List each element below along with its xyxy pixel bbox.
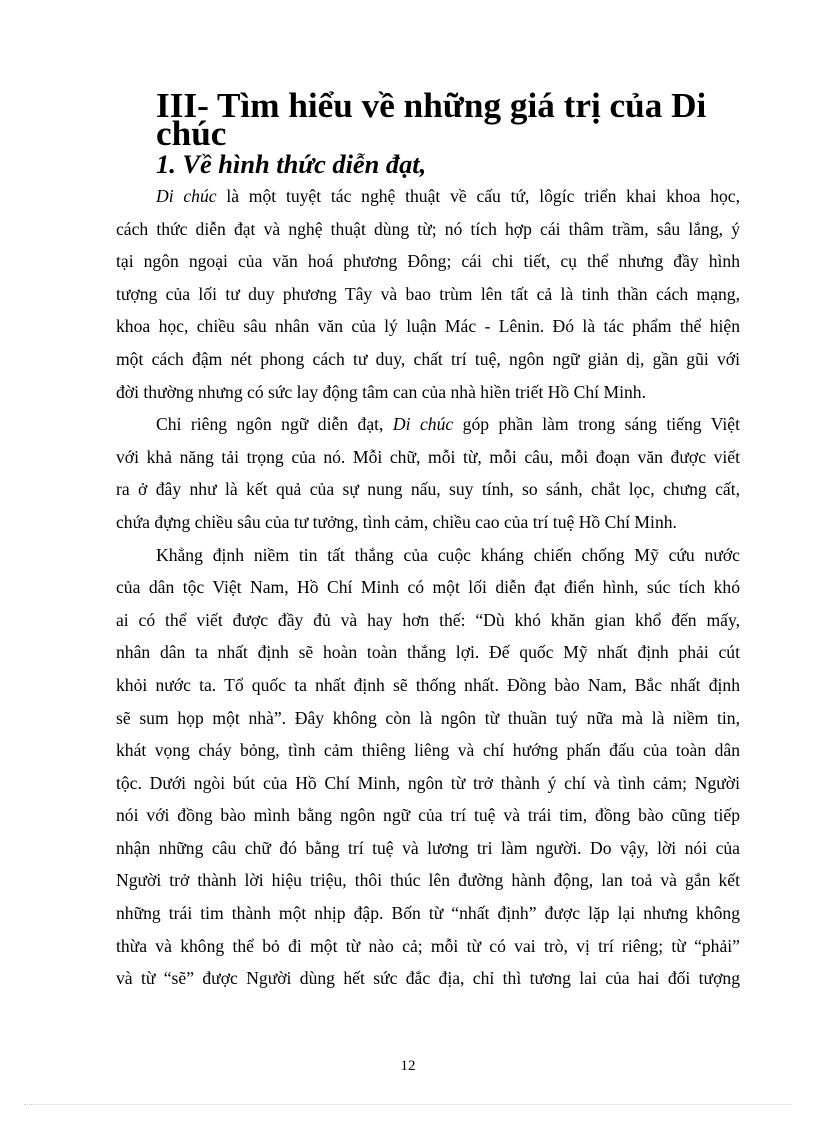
paragraph: [116, 539, 740, 995]
paragraph-line: với khả năng tải trọng của nó. Mỗi chữ, mỗi từ, mỗi câu, mỗi đoạn văn được viết: [116, 446, 740, 467]
paragraph-line: ra ở đây như là kết quả của sự nung nấu, suy tính, so sánh, chắt lọc, chưng cất,: [116, 479, 740, 500]
paragraph-line: khát vọng cháy bỏng, tình cảm thiêng liêng và chí hướng phấn đấu của toàn dân: [116, 740, 740, 761]
paragraph-line: khoa học, chiều sâu nhân văn của lý luận Mác - Lênin. Đó là tác phẩm thể hiện: [116, 316, 740, 337]
sub-heading: 1. Về hình thức diễn đạt,: [156, 149, 427, 179]
paragraph-line: tộc. Dưới ngòi bút của Hồ Chí Minh, ngôn từ trở thành ý chí và tình cảm; Người: [116, 772, 740, 793]
paragraph-line: Di chúc là một tuyệt tác nghệ thuật về cấu tứ, lôgíc triển khai khoa học,: [156, 186, 740, 206]
paragraph-line: sẽ sum họp một nhà”. Đây không còn là ngôn từ thuần tuý nữa mà là niềm tin,: [116, 707, 740, 728]
paragraph-line: Khẳng định niềm tin tất thắng của cuộc kháng chiến chống Mỹ cứu nước: [156, 544, 740, 565]
paragraph-line: chứa đựng chiều sâu của tư tưởng, tình cảm, chiều cao của trí tuệ Hồ Chí Minh.: [116, 511, 677, 532]
paragraph-line: thừa và không thể bỏ đi một từ nào cả; mỗi từ có vai trò, vị trí riêng; từ “phải”: [116, 935, 740, 956]
page-content: [116, 86, 740, 995]
paragraph-line: khỏi nước ta. Tổ quốc ta nhất định sẽ thống nhất. Đồng bào Nam, Bắc nhất định: [116, 674, 740, 695]
paragraph-line: ai có thể viết được đầy đủ và hay hơn thế: “Dù khó khăn gian khổ đến mấy,: [116, 609, 740, 630]
paragraph-line: những trái tim thành một nhịp đập. Bốn từ “nhất định” được lặp lại nhưng không: [116, 903, 740, 924]
paragraph: [116, 408, 740, 538]
paragraph-line: tượng của lối tư duy phương Tây và bao trùm lên tất cả là tinh thần cách mạng,: [116, 283, 740, 304]
paragraph-line: đời thường nhưng có sức lay động tâm can của nhà hiền triết Hồ Chí Minh.: [116, 381, 646, 402]
footer-divider: [24, 1104, 792, 1105]
section-heading: III- Tìm hiểu về những giá trị của Di chúc: [156, 86, 707, 153]
paragraph-line: Chỉ riêng ngôn ngữ diễn đạt, Di chúc góp phần làm trong sáng tiếng Việt: [156, 414, 740, 435]
paragraph-line: của dân tộc Việt Nam, Hồ Chí Minh có một lối diễn đạt điển hình, súc tích khó: [116, 577, 740, 598]
body-text: [116, 180, 740, 995]
paragraph-line: nhận những câu chữ đó bằng trí tuệ và lương tri làm người. Do vậy, lời nói của: [116, 837, 740, 858]
paragraph-line: nói với đồng bào mình bằng ngôn ngữ của trí tuệ và trái tim, đồng bào cũng tiếp: [116, 805, 740, 826]
paragraph-line: và từ “sẽ” được Người dùng hết sức đắc địa, chỉ thì tương lai của hai đối tượng: [116, 968, 740, 989]
page-number: 12: [400, 1058, 416, 1074]
paragraph-line: Người trở thành lời hiệu triệu, thôi thúc lên đường hành động, lan toả và gắn kết: [116, 870, 740, 891]
paragraph-line: tại ngôn ngoại của văn hoá phương Đông; cái chi tiết, cụ thể nhưng đầy hình: [116, 251, 740, 272]
paragraph-line: cách thức diễn đạt và nghệ thuật dùng từ; nó tích hợp cái thâm trầm, sâu lắng, ý: [116, 218, 740, 239]
paragraph-line: một cách đậm nét phong cách tư duy, chất trí tuệ, ngôn ngữ giản dị, gần gũi với: [116, 348, 740, 369]
paragraph: [116, 180, 740, 408]
paragraph-line: nhân dân ta nhất định sẽ hoàn toàn thắng lợi. Đế quốc Mỹ nhất định phải cút: [116, 642, 740, 663]
